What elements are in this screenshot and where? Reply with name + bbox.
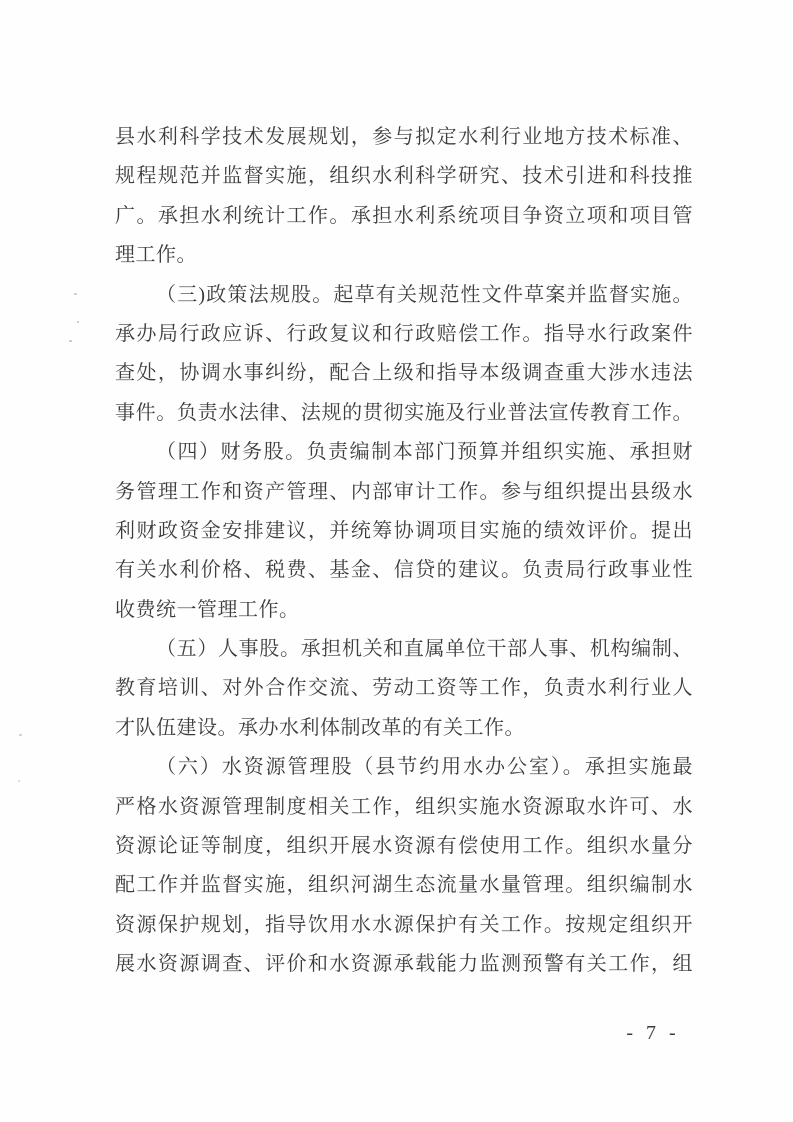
text-line: 规程规范并监督实施，组织水利科学研究、技术引进和科技推 xyxy=(115,165,693,188)
text-line: 事件。负责水法律、法规的贯彻实施及行业普法宣传教育工作。 xyxy=(115,401,693,424)
text-line: 利财政资金安排建议，并统筹协调项目实施的绩效评价。提出 xyxy=(115,519,693,542)
text-line: 务管理工作和资产管理、内部审计工作。参与组织提出县级水 xyxy=(115,480,693,503)
text-line: （六）水资源管理股（县节约用水办公室）。承担实施最 xyxy=(156,756,693,779)
text-line: 查处，协调水事纠纷，配合上级和指导本级调查重大涉水违法 xyxy=(115,362,693,385)
text-line: 收费统一管理工作。 xyxy=(115,598,300,621)
text-line: 资源论证等制度，组织开展水资源有偿使用工作。组织水量分 xyxy=(115,835,693,858)
text-line: 理工作。 xyxy=(115,244,197,267)
text-line: 才队伍建设。承办水利体制改革的有关工作。 xyxy=(115,716,525,739)
text-line: （五）人事股。承担机关和直属单位干部人事、机构编制、 xyxy=(156,638,693,661)
text-line: 教育培训、对外合作交流、劳动工资等工作，负责水利行业人 xyxy=(115,677,693,700)
text-line: 有关水利价格、税费、基金、信贷的建议。负责局行政事业性 xyxy=(115,559,693,582)
document-body xyxy=(115,118,693,985)
text-line: 资源保护规划，指导饮用水水源保护有关工作。按规定组织开 xyxy=(115,913,693,936)
page-number: - 7 - xyxy=(626,1022,680,1044)
text-line: 严格水资源管理制度相关工作，组织实施水资源取水许可、水 xyxy=(115,795,693,818)
text-line: 县水利科学技术发展规划，参与拟定水利行业地方技术标准、 xyxy=(115,126,693,148)
text-line: 配工作并监督实施，组织河湖生态流量水量管理。组织编制水 xyxy=(115,874,693,897)
text-line: （三)政策法规股。起草有关规范性文件草案并监督实施。 xyxy=(156,283,693,306)
scan-speck xyxy=(19,734,22,736)
scan-speck xyxy=(77,321,79,323)
scan-speck xyxy=(74,293,77,295)
text-line: 承办局行政应诉、行政复议和行政赔偿工作。指导水行政案件 xyxy=(115,322,693,345)
scan-speck xyxy=(18,780,20,782)
text-line: 展水资源调查、评价和水资源承载能力监测预警有关工作，组 xyxy=(115,953,693,976)
text-line: （四）财务股。负责编制本部门预算并组织实施、承担财 xyxy=(156,441,693,464)
text-line: 广。承担水利统计工作。承担水利系统项目争资立项和项目管 xyxy=(115,204,693,227)
scan-speck xyxy=(69,340,72,342)
